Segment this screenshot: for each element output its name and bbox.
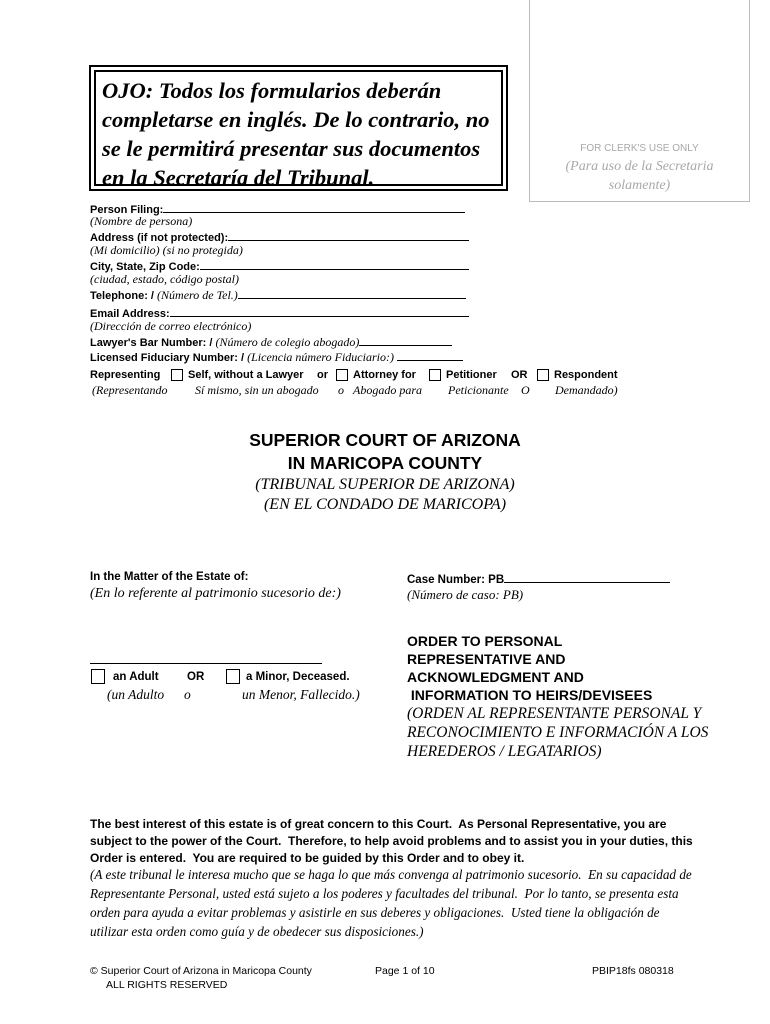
city-field[interactable] [90,258,469,273]
footer-copyright: © Superior Court of Arizona in Maricopa County [90,965,312,977]
order-title-es [407,704,708,761]
address-field[interactable] [90,229,469,244]
notice-line: en la Secretaría del Tribunal. [102,165,375,190]
or-label: or [317,369,328,381]
self-checkbox[interactable] [171,369,183,381]
respondent-label: Respondent [554,369,618,381]
address-label: Address (if not protected): [90,232,229,244]
telephone-label: Telephone: / [90,290,154,302]
person-filing-label: Person Filing: [90,204,164,216]
matter-label-es: (En lo referente al patrimonio sucesorio de:) [90,586,341,601]
minor-es: un Menor, Fallecido.) [242,687,360,702]
bar-line[interactable] [359,334,452,346]
adult-label: an Adult [113,671,159,683]
city-es: (ciudad, estado, código postal) [90,272,239,286]
bar-label: Lawyer's Bar Number: / [90,337,213,349]
body-spanish [90,865,692,941]
footer-form-code: PBIP18fs 080318 [592,965,674,977]
body-english [90,816,693,867]
fiduciary-es: (Licencia número Fiduciario:) [247,350,394,364]
clerk-spanish-line: solamente) [608,178,671,193]
body-spanish-line: Representante Personal, usted está sujeto a los poderes y facultades del tribunal. Por lo tanto, se presenta esta [90,886,679,901]
estate-name-line[interactable] [90,663,322,664]
notice-text [102,76,490,192]
order-title [407,632,652,704]
fiduciary-label: Licensed Fiduciary Number: / [90,352,245,364]
respondent-es: Demandado) [555,383,618,397]
attorney-checkbox[interactable] [336,369,348,381]
or-label-upper: OR [511,369,528,381]
telephone-field[interactable] [90,287,466,303]
clerk-use-box [529,0,750,202]
notice-inner-border [94,70,503,190]
adult-checkbox[interactable] [91,669,105,684]
clerk-label: FOR CLERK'S USE ONLY [580,143,699,154]
order-title-line: INFORMATION TO HEIRS/DEVISEES [407,687,653,703]
notice-box [89,65,508,191]
court-title-line2: IN MARICOPA COUNTY [287,453,483,473]
fiduciary-field[interactable] [90,349,463,365]
respondent-checkbox[interactable] [537,369,549,381]
clerk-spanish-line: (Para uso de la Secretaria [565,159,714,174]
matter-or-es: o [184,687,191,702]
minor-checkbox[interactable] [226,669,240,684]
address-line[interactable] [228,229,469,241]
or-upper-es: O [521,383,530,397]
attorney-label: Attorney for [353,369,416,381]
case-number-es: (Número de caso: PB) [407,587,524,602]
order-title-line: ORDER TO PERSONAL [407,633,563,649]
petitioner-es: Peticionante [448,383,509,397]
matter-label: In the Matter of the Estate of: [90,571,249,583]
matter-or-label: OR [187,671,205,683]
attorney-es: Abogado para [353,383,422,397]
telephone-line[interactable] [238,287,466,299]
clerk-label-spanish [530,157,749,195]
self-es: Sí mismo, sin un abogado [195,383,319,397]
notice-line: completarse en inglés. De lo contrario, no [102,107,490,132]
email-es: (Dirección de correo electrónico) [90,319,252,333]
person-filing-line[interactable] [163,201,465,213]
email-field[interactable] [90,305,469,320]
case-number-field[interactable] [407,571,670,586]
person-filing-es: (Nombre de persona) [90,214,193,228]
email-line[interactable] [170,305,469,317]
bar-number-field[interactable] [90,334,452,350]
order-title-line: ACKNOWLEDGMENT AND [407,669,584,685]
order-title-line: REPRESENTATIVE AND [407,651,566,667]
body-english-line: subject to the power of the Court. Therefore, to help avoid problems and to assist you in your duties, this [90,834,693,848]
petitioner-label: Petitioner [446,369,497,381]
or-es: o [338,383,344,397]
fiduciary-line[interactable] [397,349,463,361]
representing-label: Representing [90,369,161,381]
representing-es: (Representando [92,383,168,397]
body-spanish-line: orden para ayuda a evitar problemas y asistirle en sus deberes y obligaciones. Usted tiene la obligación de [90,905,660,920]
footer-rights: ALL RIGHTS RESERVED [106,979,228,991]
footer-page-number: Page 1 of 10 [375,965,435,977]
court-title-line2-es: (EN EL CONDADO DE MARICOPA) [263,496,507,513]
address-es: (Mi domicilio) (si no protegida) [90,243,243,257]
body-spanish-line: utilizar esta orden como guía y de obedecer sus disposiciones.) [90,924,424,939]
court-title-line1: SUPERIOR COURT OF ARIZONA [249,430,521,450]
case-number-label: Case Number: PB [407,574,505,586]
email-label: Email Address: [90,308,170,320]
order-title-es-line: (ORDEN AL REPRESENTANTE PERSONAL Y [407,705,702,722]
body-english-line: Order is entered. You are required to be guided by this Order and to obey it. [90,851,525,865]
petitioner-checkbox[interactable] [429,369,441,381]
notice-line: OJO: Todos los formularios deberán [102,78,442,103]
adult-es: (un Adulto [107,687,165,702]
order-title-es-line: HEREDEROS / LEGATARIOS) [407,743,602,760]
body-english-line: The best interest of this estate is of great concern to this Court. As Personal Representative, you are [90,817,667,831]
bar-es: (Número de colegio abogado) [215,335,360,349]
self-label: Self, without a Lawyer [188,369,304,381]
case-number-line[interactable] [504,571,670,583]
body-spanish-line: (A este tribunal le interesa mucho que se haga lo que más convenga al patrimonio sucesorio. En su capacidad de [90,867,692,882]
court-title-line1-es: (TRIBUNAL SUPERIOR DE ARIZONA) [255,476,515,493]
order-title-es-line: RECONOCIMIENTO E INFORMACIÓN A LOS [407,724,709,741]
telephone-es: (Número de Tel.) [157,288,238,302]
minor-label: a Minor, Deceased. [246,671,350,683]
notice-line: se le permitirá presentar sus documentos [102,136,481,161]
city-line[interactable] [200,258,469,270]
city-label: City, State, Zip Code: [90,261,200,273]
